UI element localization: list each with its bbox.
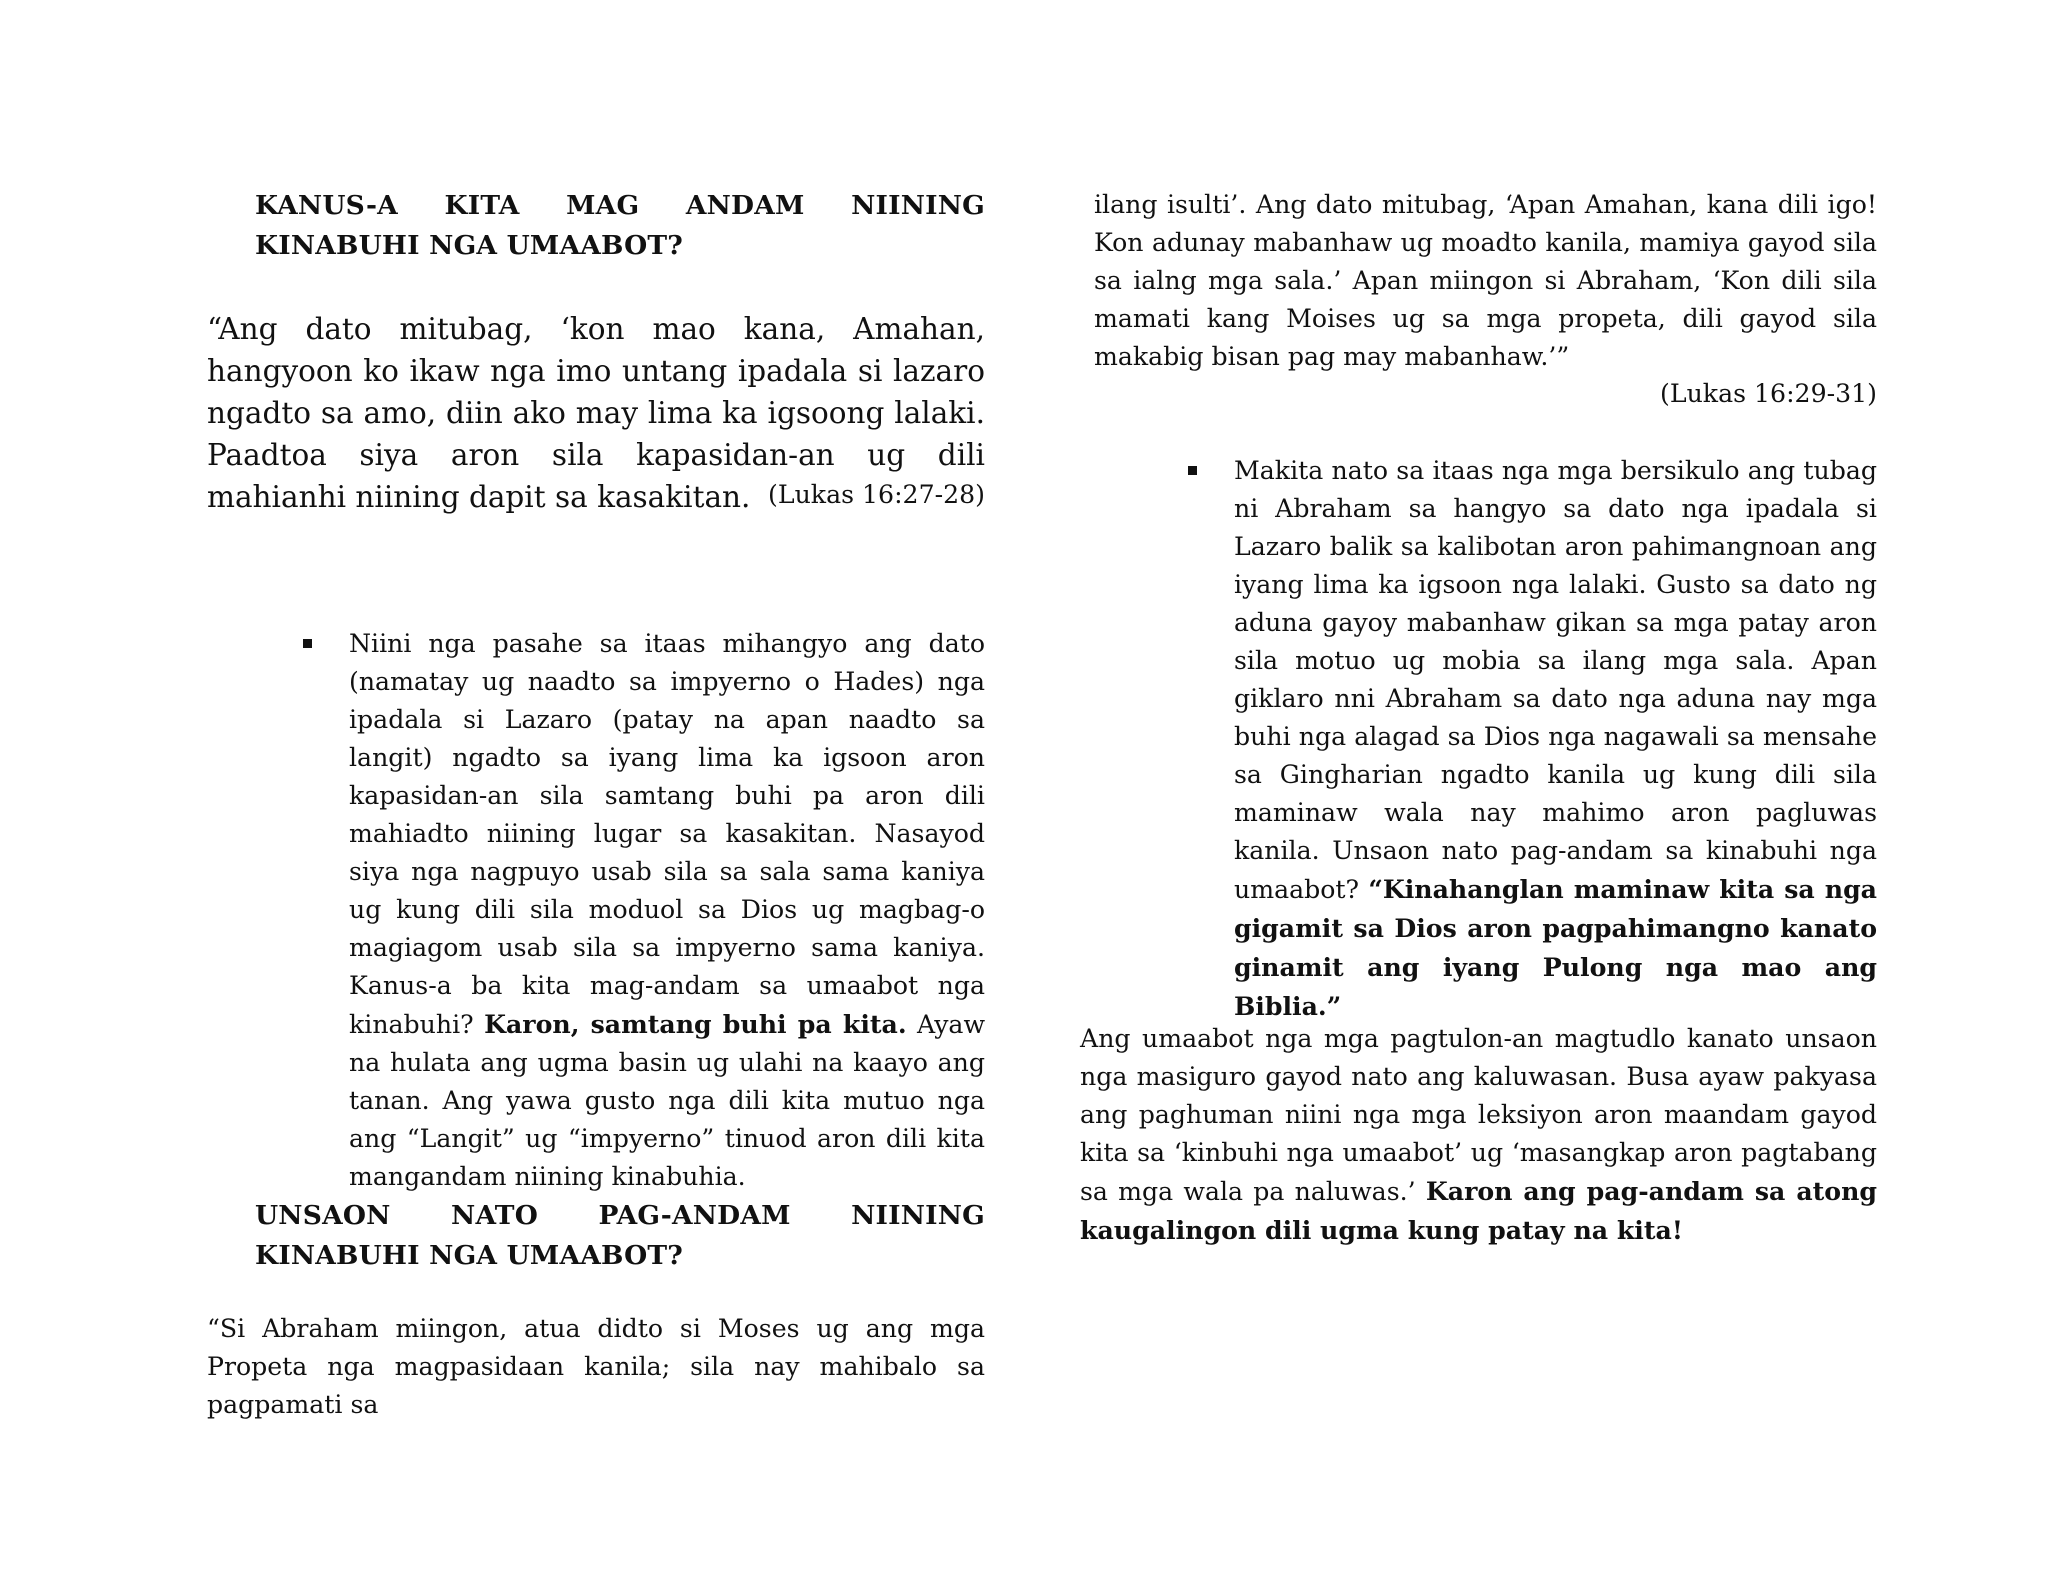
section-heading-when: KANUS-A KITA MAG ANDAM NIINING KINABUHI NGA UMAABOT? (255, 190, 985, 261)
bullet-bold-text: Karon, samtang buhi pa kita. (484, 1009, 907, 1039)
section-heading-how: UNSAON NATO PAG-ANDAM NIINING KINABUHI NGA UMAABOT? (255, 1200, 985, 1271)
closing-text: Ang umaabot nga mga pagtulon-an magtudlo kanato unsaon nga masiguro gayod nato ang kaluwasan. Busa ayaw pakyasa ang paghuman niini nga mga leksiyon aron maandam gayod kita sa ‘kinbuhi nga umaabot’ ug ‘masangkap aron pagtabang sa mga wala pa naluwas.’ (1080, 1024, 1877, 1206)
scripture-quote-1: “Ang dato mitubag, ‘kon mao kana, Amahan, hangyoon ko ikaw nga imo untang ipadala si lazaro ngadto sa amo, diin ako may lima ka igsoong lalaki. Paadtoa siya aron sila kapasidan-an ug dili mahianhi niining dapit sa kasakitan. (207, 312, 985, 514)
square-bullet-icon (303, 639, 312, 648)
bullet-text-a: Niini nga pasahe sa itaas mihangyo ang dato (namatay ug naadto sa impyerno o Hades) nga ipadala si Lazaro (patay na apan naadto sa langit) ngadto sa iyang lima ka igsoon aron kapasidan-an sila samtang buhi pa aron dili mahiadto niining lugar sa kasakitan. Nasayod siya nga nagpuyo usab sila sa sala sama kaniya ug kung dili sila moduol sa Dios ug magbag-o magiagom usab sila sa impyerno sama kaniya. Kanus-a ba kita mag-andam sa umaabot nga kinabuhi? (349, 629, 985, 1039)
bullet-text: Makita nato sa itaas nga mga bersikulo ang tubag ni Abraham sa hangyo sa dato nga ipadala si Lazaro balik sa kalibotan aron pahimangnoan ang iyang lima ka igsoon nga lalaki. Gusto sa dato ng aduna gayoy mabanhaw gikan sa mga patay aron sila motuo ug mobia sa ilang mga sala. Apan giklaro nni Abraham sa dato nga aduna nay mga buhi nga alagad sa Dios nga nagawali sa mensahe sa Gingharian ngadto kanila ug kung dili sila maminaw wala nay mahimo aron pagluwas kanila. Unsaon nato pag-andam sa kinabuhi nga umaabot? (1234, 456, 1877, 904)
bullet-item-2 (1188, 452, 1877, 1026)
bullet-item-1 (303, 625, 985, 1196)
bullet-paragraph-2 (1234, 452, 1877, 1026)
bullet-text-b: Ayaw na hulata ang ugma basin ug ulahi na kaayo ang tanan. Ang yawa gusto nga dili kita mutuo nga ang “Langit” ug “impyerno” tinuod aron dili kita mangandam niining kinabuhia. (349, 1010, 985, 1191)
closing-paragraph (1080, 1020, 1877, 1250)
scripture-quote-2: “Si Abraham miingon, atua didto si Moses ug ang mga Propeta nga magpasidaan kanila; sila nay mahibalo sa pagpamati sa (207, 1314, 985, 1419)
closing-bold-text: Karon ang pag-andam sa atong kaugalingon dili ugma kung patay na kita! (1080, 1176, 1877, 1245)
scripture-reference-2: (Lukas 16:29-31) (1660, 379, 1877, 408)
bullet-paragraph-1 (349, 625, 985, 1196)
scripture-quote-2-continued: ilang isulti’. Ang dato mitubag, ‘Apan Amahan, kana dili igo! Kon adunay mabanhaw ug moadto kanila, mamiya gayod sila sa ialng mga sala.’ Apan miingon si Abraham, ‘Kon dili sila mamati kang Moises ug sa mga propeta, dili gayod sila makabig bisan pag may mabanhaw.’” (1094, 190, 1877, 371)
scripture-reference-1: (Lukas 16:27-28) (768, 480, 985, 509)
bullet-bold-text: “Kinahanglan maminaw kita sa nga gigamit sa Dios aron pagpahimangno kanato ginamit ang iyang Pulong nga mao ang Biblia.” (1234, 874, 1878, 1021)
square-bullet-icon (1188, 466, 1197, 475)
